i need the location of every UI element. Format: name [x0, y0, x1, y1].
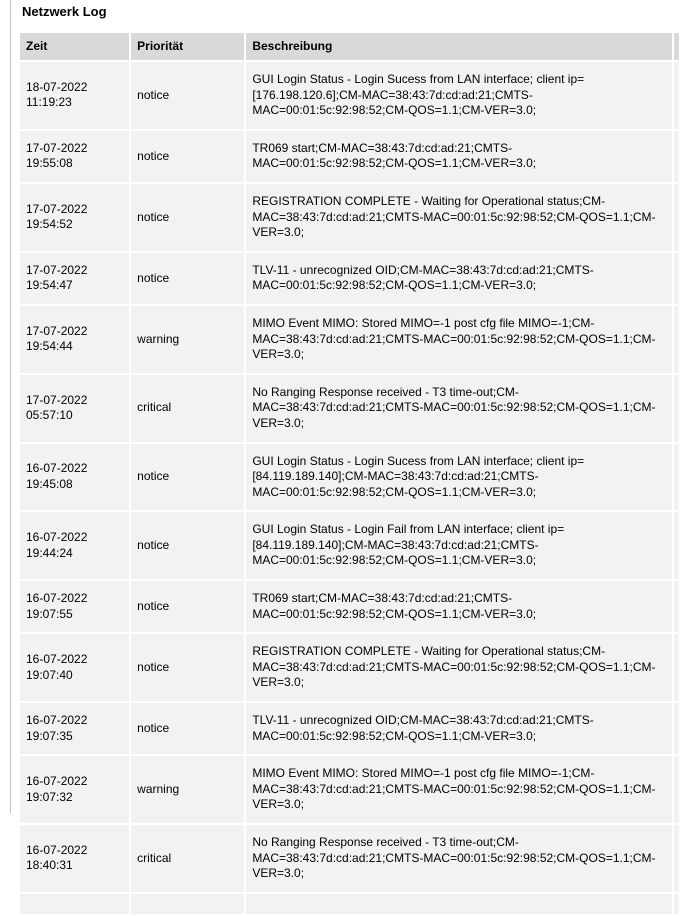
log-priority-cell: warning	[131, 756, 244, 823]
table-row	[20, 131, 679, 182]
log-time-cell: 18-07-2022 11:19:23	[20, 62, 129, 129]
log-time-cell: 16-07-2022 19:07:40	[20, 634, 129, 701]
log-time-cell: 17-07-2022 05:57:10	[20, 375, 129, 442]
log-description-cell	[246, 894, 672, 914]
log-priority-cell: notice	[131, 581, 244, 632]
log-priority-cell: critical	[131, 825, 244, 892]
row-spacer-cell	[674, 184, 679, 251]
log-description-cell: TR069 start;CM-MAC=38:43:7d:cd:ad:21;CMTS-MAC=00:01:5c:92:98:52;CM-QOS=1.1;CM-VER=3.0;	[246, 581, 672, 632]
log-description-cell: GUI Login Status - Login Fail from LAN interface; client ip=[84.119.189.140];CM-MAC=38:43:7d:cd:ad:21;CMTS-MAC=00:01:5c:92:98:52;CM-QOS=1.1;CM-VER=3.0;	[246, 512, 672, 579]
log-description-cell: MIMO Event MIMO: Stored MIMO=-1 post cfg file MIMO=-1;CM-MAC=38:43:7d:cd:ad:21;CMTS-MAC=00:01:5c:92:98:52;CM-QOS=1.1;CM-VER=3.0;	[246, 756, 672, 823]
log-description-cell: MIMO Event MIMO: Stored MIMO=-1 post cfg file MIMO=-1;CM-MAC=38:43:7d:cd:ad:21;CMTS-MAC=00:01:5c:92:98:52;CM-QOS=1.1;CM-VER=3.0;	[246, 306, 672, 373]
row-spacer-cell	[674, 306, 679, 373]
log-description-cell: REGISTRATION COMPLETE - Waiting for Operational status;CM-MAC=38:43:7d:cd:ad:21;CMTS-MAC=00:01:5c:92:98:52;CM-QOS=1.1;CM-VER=3.0;	[246, 634, 672, 701]
network-log-table	[18, 31, 681, 916]
column-header-description: Beschreibung	[246, 33, 672, 60]
column-header-spacer	[674, 33, 679, 60]
row-spacer-cell	[674, 131, 679, 182]
log-time-cell: 16-07-2022 19:45:08	[20, 444, 129, 511]
content-area	[20, 0, 681, 916]
log-priority-cell: notice	[131, 703, 244, 754]
log-time-cell	[20, 894, 129, 914]
table-row	[20, 825, 679, 892]
log-description-cell: GUI Login Status - Login Sucess from LAN interface; client ip=[84.119.189.140];CM-MAC=38:43:7d:cd:ad:21;CMTS-MAC=00:01:5c:92:98:52;CM-QOS=1.1;CM-VER=3.0;	[246, 444, 672, 511]
column-header-time: Zeit	[20, 33, 129, 60]
row-spacer-cell	[674, 756, 679, 823]
table-row	[20, 703, 679, 754]
log-time-cell: 17-07-2022 19:54:44	[20, 306, 129, 373]
page-title: Netzwerk Log	[22, 4, 107, 19]
row-spacer-cell	[674, 253, 679, 304]
row-spacer-cell	[674, 62, 679, 129]
log-time-cell: 16-07-2022 18:40:31	[20, 825, 129, 892]
log-time-cell: 16-07-2022 19:44:24	[20, 512, 129, 579]
row-spacer-cell	[674, 581, 679, 632]
row-spacer-cell	[674, 512, 679, 579]
partial-row	[20, 894, 679, 914]
log-time-cell: 17-07-2022 19:54:52	[20, 184, 129, 251]
log-time-cell: 17-07-2022 19:55:08	[20, 131, 129, 182]
row-spacer-cell	[674, 825, 679, 892]
table-row	[20, 581, 679, 632]
log-description-cell: No Ranging Response received - T3 time-out;CM-MAC=38:43:7d:cd:ad:21;CMTS-MAC=00:01:5c:92:98:52;CM-QOS=1.1;CM-VER=3.0;	[246, 375, 672, 442]
log-description-cell: TR069 start;CM-MAC=38:43:7d:cd:ad:21;CMTS-MAC=00:01:5c:92:98:52;CM-QOS=1.1;CM-VER=3.0;	[246, 131, 672, 182]
table-row	[20, 512, 679, 579]
log-priority-cell: notice	[131, 444, 244, 511]
table-row	[20, 306, 679, 373]
log-description-cell: TLV-11 - unrecognized OID;CM-MAC=38:43:7d:cd:ad:21;CMTS-MAC=00:01:5c:92:98:52;CM-QOS=1.1;CM-VER=3.0;	[246, 253, 672, 304]
log-priority-cell: notice	[131, 62, 244, 129]
log-description-cell: No Ranging Response received - T3 time-out;CM-MAC=38:43:7d:cd:ad:21;CMTS-MAC=00:01:5c:92:98:52;CM-QOS=1.1;CM-VER=3.0;	[246, 825, 672, 892]
header-row	[20, 33, 679, 60]
log-priority-cell: notice	[131, 184, 244, 251]
row-spacer-cell	[674, 894, 679, 914]
table-row	[20, 62, 679, 129]
row-spacer-cell	[674, 703, 679, 754]
log-priority-cell: notice	[131, 253, 244, 304]
table-row	[20, 184, 679, 251]
log-rows	[20, 62, 679, 914]
page-left-border	[10, 0, 11, 813]
table-row	[20, 444, 679, 511]
log-priority-cell: warning	[131, 306, 244, 373]
log-priority-cell: notice	[131, 131, 244, 182]
log-description-cell: TLV-11 - unrecognized OID;CM-MAC=38:43:7d:cd:ad:21;CMTS-MAC=00:01:5c:92:98:52;CM-QOS=1.1;CM-VER=3.0;	[246, 703, 672, 754]
log-time-cell: 16-07-2022 19:07:55	[20, 581, 129, 632]
table-row	[20, 756, 679, 823]
log-priority-cell: notice	[131, 634, 244, 701]
log-time-cell: 16-07-2022 19:07:32	[20, 756, 129, 823]
log-description-cell: GUI Login Status - Login Sucess from LAN interface; client ip=[176.198.120.6];CM-MAC=38:43:7d:cd:ad:21;CMTS-MAC=00:01:5c:92:98:52;CM-QOS=1.1;CM-VER=3.0;	[246, 62, 672, 129]
log-description-cell: REGISTRATION COMPLETE - Waiting for Operational status;CM-MAC=38:43:7d:cd:ad:21;CMTS-MAC=00:01:5c:92:98:52;CM-QOS=1.1;CM-VER=3.0;	[246, 184, 672, 251]
log-priority-cell: critical	[131, 375, 244, 442]
column-header-priority: Priorität	[131, 33, 244, 60]
log-priority-cell: notice	[131, 512, 244, 579]
log-time-cell: 17-07-2022 19:54:47	[20, 253, 129, 304]
log-priority-cell	[131, 894, 244, 914]
table-row	[20, 375, 679, 442]
row-spacer-cell	[674, 444, 679, 511]
row-spacer-cell	[674, 634, 679, 701]
row-spacer-cell	[674, 375, 679, 442]
table-row	[20, 253, 679, 304]
log-time-cell: 16-07-2022 19:07:35	[20, 703, 129, 754]
table-header	[20, 33, 679, 60]
table-row	[20, 634, 679, 701]
